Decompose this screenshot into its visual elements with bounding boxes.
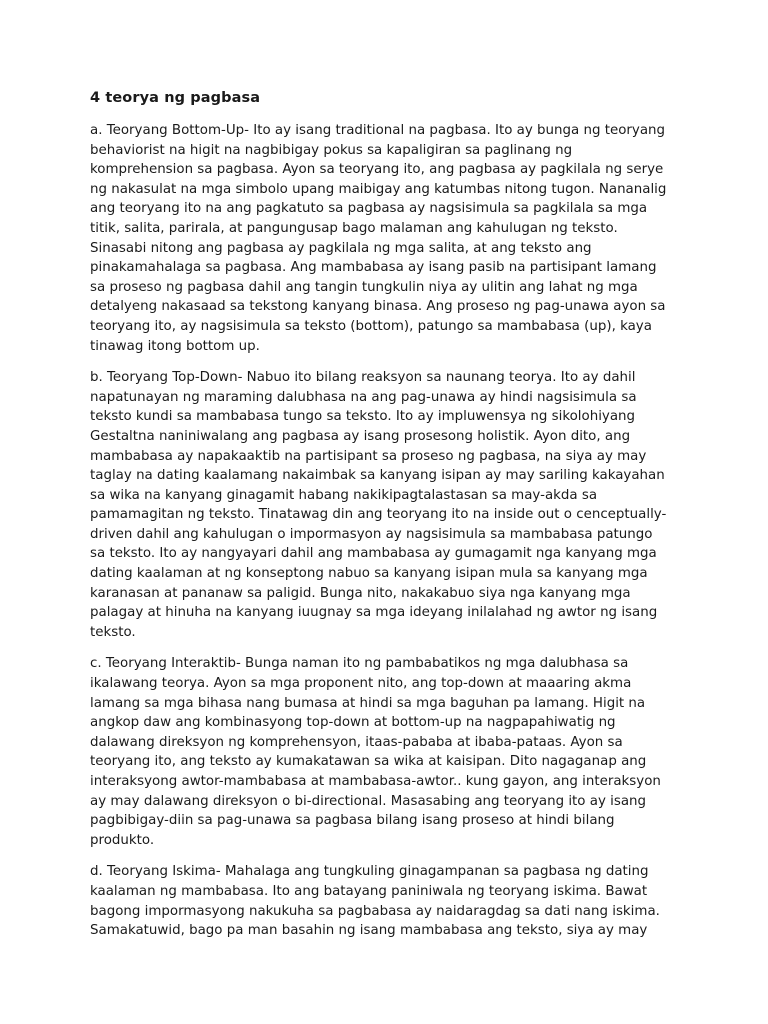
- text-line: c. Teoryang Interaktib- Bunga naman ito ng pambabatikos ng mga dalubhasa sa: [90, 656, 629, 672]
- paragraph-bottom-up: [90, 121, 690, 356]
- text-line: Samakatuwid, bago pa man basahin ng isang mambabasa ang teksto, siya ay may: [90, 923, 648, 939]
- text-line: titik, salita, parirala, at pangungusap bago malaman ang kahulugan ng teksto.: [90, 220, 618, 236]
- document-title: 4 teorya ng pagbasa: [90, 90, 261, 106]
- text-line: ikalawang teorya. Ayon sa mga proponent nito, ang top-down at maaaring akma: [90, 676, 632, 692]
- text-line: sa teksto. Ito ay nangyayari dahil ang mambabasa ay gumagamit nga kanyang mga: [90, 546, 657, 562]
- text-line: dalawang direksyon ng komprehensyon, itaas-pababa at ibaba-pataas. Ayon sa: [90, 734, 623, 750]
- text-line: teksto.: [90, 624, 136, 640]
- text-line: a. Teoryang Bottom-Up- Ito ay isang traditional na pagbasa. Ito ay bunga ng teoryang: [90, 123, 666, 138]
- paragraph-interaktib: [90, 654, 690, 850]
- text-line: mambabasa ay napakaaktib na partisipant sa proseso ng pagbasa, na siya ay may: [90, 448, 647, 464]
- paragraph-iskima: [90, 862, 690, 940]
- document-page: [90, 88, 690, 953]
- text-line: pagbibigay-diin sa pag-unawa sa pagbasa bilang isang proseso at hindi bilang: [90, 813, 615, 829]
- text-line: ang teoryang ito na ang pagkatuto sa pagbasa ay nagsisimula sa pagkilala sa mga: [90, 201, 648, 217]
- text-line: dating kaalaman at ng konseptong nabuo sa kanyang isipan mula sa kanyang mga: [90, 566, 648, 582]
- text-line: ay may dalawang direksyon o bi-directional. Masasabing ang teoryang ito ay isang: [90, 793, 647, 809]
- text-line: taglay na dating kaalamang nakaimbak sa kanyang isipan ay may sariling kakayahan: [90, 468, 665, 484]
- text-line: Sinasabi nitong ang pagbasa ay pagkilala ng mga salita, at ang teksto ang: [90, 240, 592, 256]
- text-line: behaviorist na higit na nagbibigay pokus sa kapaligiran sa paglinang ng: [90, 142, 573, 158]
- text-line: tinawag itong bottom up.: [90, 338, 260, 354]
- text-line: ng nakasulat na mga simbolo upang maibigay ang katumbas nitong tugon. Nananalig: [90, 181, 667, 197]
- text-line: teksto kundi sa mambabasa tungo sa teksto. Ito ay impluwensya ng sikolohiyang: [90, 409, 636, 425]
- text-line: sa wika na kanyang ginagamit habang nakikipagtalastasan sa may-akda sa: [90, 487, 598, 503]
- text-line: angkop daw ang kombinasyong top-down at bottom-up na nagpapahiwatig ng: [90, 715, 616, 731]
- text-line: komprehension sa pagbasa. Ayon sa teoryang ito, ang pagbasa ay pagkilala ng serye: [90, 162, 664, 178]
- text-line: napatunayan ng maraming dalubhasa na ang pag-unawa ay hindi nagsisimula sa: [90, 389, 637, 405]
- text-line: palagay at hinuha na kanyang iuugnay sa mga ideyang inilalahad ng awtor ng isang: [90, 605, 658, 621]
- text-line: pinakamahalaga sa pagbasa. Ang mambabasa ay isang pasib na partisipant lamang: [90, 260, 657, 276]
- text-line: detalyeng nakasaad sa tekstong kanyang binasa. Ang proseso ng pag-unawa ayon sa: [90, 299, 666, 315]
- text-line: teoryang ito, ang teksto ay kumakatawan sa wika at kaisipan. Dito nagaganap ang: [90, 754, 647, 770]
- text-line: produkto.: [90, 832, 155, 848]
- text-line: pamamagitan ng teksto. Tinatawag din ang teoryang ito na inside out o cenceptually-: [90, 507, 667, 523]
- text-line: interaksyong awtor-mambabasa at mambabasa-awtor.. kung gayon, ang interaksyon: [90, 774, 661, 789]
- text-line: driven dahil ang kahulugan o impormasyon ay nagsisimula sa mambabasa patungo: [90, 526, 653, 542]
- text-line: kaalaman ng mambabasa. Ito ang batayang paniniwala ng teoryang iskima. Bawat: [90, 883, 648, 899]
- text-line: sa proseso ng pagbasa dahil ang tangin tungkulin niya ay ulitin ang lahat ng mga: [90, 279, 638, 295]
- paragraph-top-down: [90, 368, 690, 642]
- text-line: d. Teoryang Iskima- Mahalaga ang tungkuling ginagampanan sa pagbasa ng dating: [90, 864, 649, 880]
- text-line: b. Teoryang Top-Down- Nabuo ito bilang reaksyon sa naunang teorya. Ito ay dahil: [90, 370, 636, 386]
- text-line: bagong impormasyong nakukuha sa pagbabasa ay naidaragdag sa dati nang iskima.: [90, 903, 660, 919]
- text-line: karanasan at pananaw sa paligid. Bunga nito, nakakabuo siya nga kanyang mga: [90, 585, 631, 601]
- text-line: teoryang ito, ay nagsisimula sa teksto (bottom), patungo sa mambabasa (up), kaya: [90, 318, 652, 334]
- text-line: Gestaltna naniniwalang ang pagbasa ay isang prosesong holistik. Ayon dito, ang: [90, 428, 631, 444]
- text-line: lamang sa mga bihasa nang bumasa at hindi sa mga baguhan pa lamang. Higit na: [90, 695, 646, 711]
